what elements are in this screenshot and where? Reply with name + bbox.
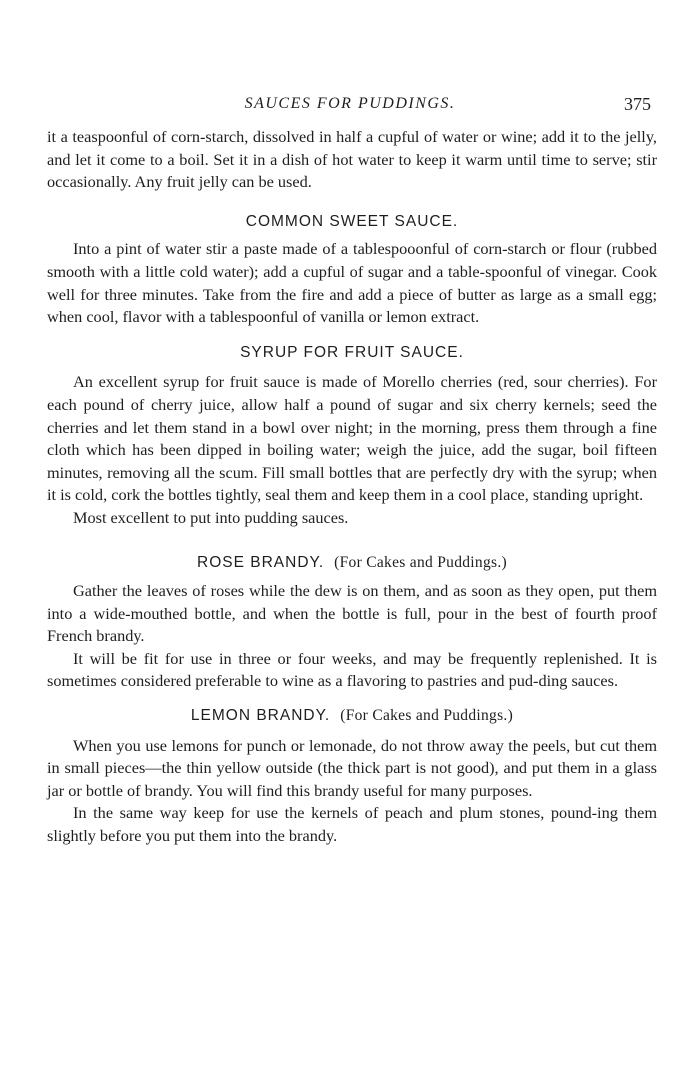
syrup-for-fruit-sauce-heading: SYRUP FOR FRUIT SAUCE. [240, 343, 464, 361]
lemon-brandy-title: LEMON BRANDY. [190, 707, 331, 725]
rose-brandy-heading [47, 552, 657, 575]
page-body [47, 126, 657, 848]
lemon-brandy-paragraph-2: In the same way keep for use the kernels of peach and plum stones, pound-ing them slightly before you put them into the brandy. [47, 803, 657, 846]
rose-brandy-title: ROSE BRANDY. [197, 553, 325, 571]
lemon-brandy-note: (For Cakes and Puddings.) [340, 707, 514, 725]
rose-brandy-paragraph-1: Gather the leaves of roses while the dew is on them, and as soon as they open, put them into a wide-mouthed bottle, and when the bottle is full, pour in the best of fourth proof French brandy. [47, 581, 657, 646]
common-sweet-sauce-paragraph: Into a pint of water stir a paste made of a tablespooonful of corn-starch or flour (rubbed smooth with a little cold water); add a cupful of sugar and a table-spoonful of vinegar. Cook well for three minutes. Take from the fire and add a piece of butter as large as a small egg; when cool, flavor with a tablespoonful of vanilla or lemon extract. [47, 239, 657, 327]
intro-paragraph: it a teaspoonful of corn-starch, dissolved in half a cupful of water or wine; add it to the jelly, and let it come to a boil. Set it in a dish of hot water to keep it warm until time to serve; stir occasionally. Any fruit jelly can be used. [47, 127, 657, 192]
common-sweet-sauce-heading: COMMON SWEET SAUCE. [245, 212, 459, 230]
page-number: 375 [624, 94, 651, 114]
lemon-brandy-paragraph-1: When you use lemons for punch or lemonade, do not throw away the peels, but cut them in small pieces—the thin yellow outside (the thick part is not good), and put them in a glass jar or bottle of brandy. You will find this brandy useful for many purposes. [47, 735, 657, 800]
syrup-paragraph-2: Most excellent to put into pudding sauces. [73, 507, 349, 527]
rose-brandy-paragraph-2: It will be fit for use in three or four weeks, and may be frequently replenished. It is sometimes considered preferable to wine as a flavoring to pastries and pud-ding sauces. [47, 648, 657, 691]
rose-brandy-note: (For Cakes and Puddings.) [334, 553, 507, 571]
lemon-brandy-heading [47, 705, 657, 728]
syrup-paragraph-1: An excellent syrup for fruit sauce is made of Morello cherries (red, sour cherries). For each pound of cherry juice, allow half a pound of sugar and six cherry kernels; seed the cherries and let them stand in a bowl over night; in the morning, press them through a fine cloth which has been dipped in boiling water; weigh the juice, add the sugar, boil fifteen minutes, removing all the scum. Fill small bottles that are perfectly dry with the syrup; when it is cold, cork the bottles tightly, seal them and keep them in a cool place, standing upright. [47, 372, 657, 505]
running-title: SAUCES FOR PUDDINGS. [244, 95, 456, 112]
